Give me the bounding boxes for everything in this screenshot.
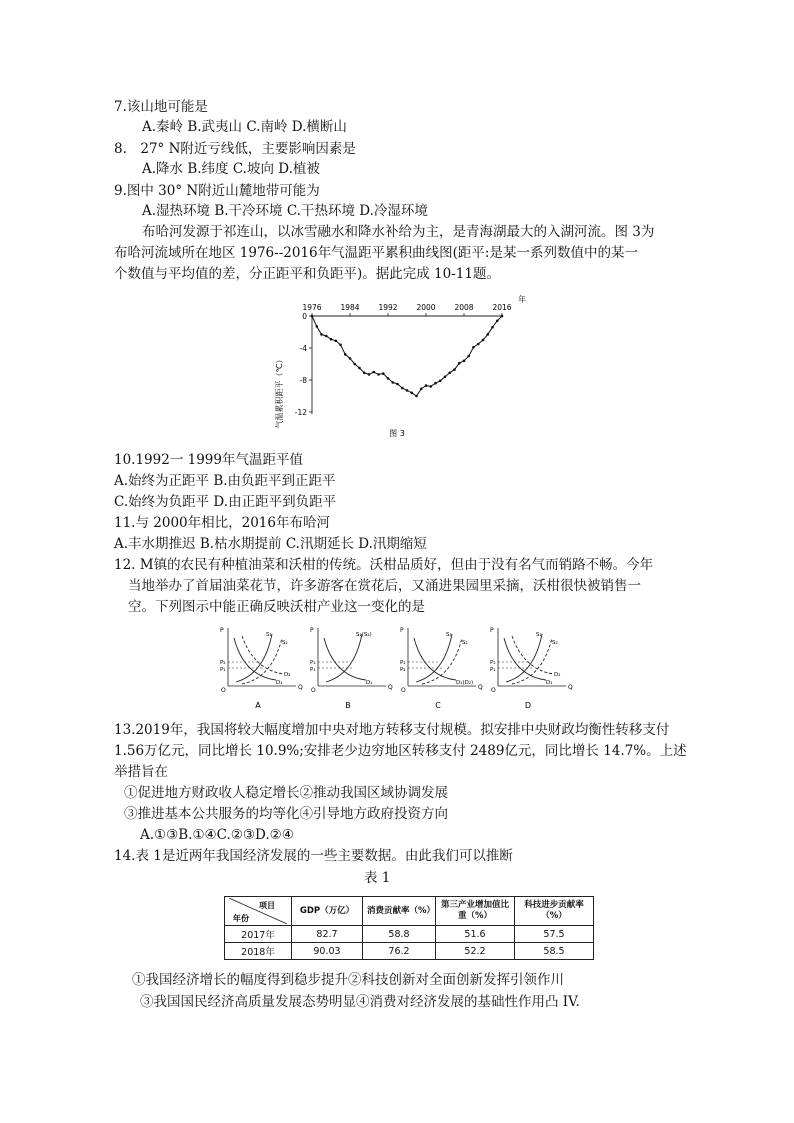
q8-options: A.降水 B.纬度 C.坡向 D.植被	[142, 161, 320, 177]
corner-top: 项目	[259, 901, 275, 910]
supply-label-2: S₂	[462, 640, 468, 646]
q8-stem: 8. 27° N附近亏线低，主要影响因素是	[114, 141, 356, 157]
q13-item-2: ③推进基本公共服务的均等化④引导地方政府投资方向	[124, 806, 448, 822]
demand-label-2: D₂	[284, 672, 291, 678]
p-axis-label: P	[310, 627, 314, 634]
q-axis-label: Q	[298, 684, 303, 691]
data-point	[482, 339, 485, 342]
q13-line-3: 举措旨在	[114, 764, 168, 780]
table-cell: 52.2	[436, 943, 515, 960]
data-point	[363, 372, 366, 375]
graph-A	[220, 627, 303, 710]
table-cell: 58.8	[363, 926, 436, 943]
q12-line-3: 空。下列图示中能正确反映沃柑产业这一变化的是	[128, 599, 425, 615]
price-label-2: P₁	[310, 667, 316, 673]
q10-stem: 10.1992一 1999年气温距平值	[114, 452, 303, 468]
demand-label-1: D₁(D₂)	[456, 680, 474, 686]
table-row	[225, 943, 594, 960]
data-point	[496, 320, 499, 323]
table-cell: 90.03	[292, 943, 363, 960]
data-point	[339, 344, 342, 347]
table-corner-cell	[225, 897, 292, 926]
chart-caption: 图 3	[389, 429, 405, 438]
data-point	[448, 372, 451, 375]
data-point	[396, 383, 399, 386]
supply-label-1: S₁(S₂)	[356, 632, 372, 638]
corner-diagonal	[229, 898, 287, 924]
supply-label-2: S₂	[552, 640, 558, 646]
header-tertiary: 第三产业增加值比重（%）	[436, 897, 515, 926]
header-consumption: 消费贡献率（%）	[363, 897, 436, 926]
demand-label-2: D₂	[554, 672, 561, 678]
x-tick-label: 1976	[302, 303, 322, 312]
data-point	[429, 385, 432, 388]
origin-label: O	[401, 687, 406, 694]
data-point	[368, 373, 371, 376]
passage-line-1: 布哈河发源于祁连山，以冰雪融水和降水补给为主，是青海湖最大的入湖河流。图 3为	[142, 224, 655, 240]
data-point	[463, 360, 466, 363]
y-tick-label: 0	[302, 312, 307, 321]
q9-stem: 9.图中 30° N附近山麓地带可能为	[114, 183, 320, 199]
chart-x-unit: 年	[518, 295, 526, 304]
q11-stem: 11.与 2000年相比，2016年布哈河	[114, 515, 330, 531]
data-point	[444, 376, 447, 379]
graph-option-label: D	[524, 701, 532, 710]
supply-curve-1	[326, 634, 362, 682]
data-point	[315, 325, 318, 328]
data-point	[330, 338, 333, 341]
data-point	[425, 384, 428, 387]
data-point	[353, 363, 356, 366]
q13-line-2: 1.56万亿元，同比增长 10.9%;安排老少边穷地区转移支付 2489亿元，同比增长 14.7%。上述	[114, 743, 687, 759]
data-point	[410, 392, 413, 395]
data-point	[439, 380, 442, 383]
data-point	[325, 335, 328, 338]
corner-bottom: 年份	[233, 914, 249, 923]
q14-stem: 14.表 1是近两年我国经济发展的一些主要数据。由此我们可以推断	[114, 848, 513, 864]
price-label-1: P₁	[400, 660, 406, 666]
data-point	[501, 315, 504, 318]
y-tick-label: -4	[299, 344, 307, 353]
price-label-1: P₂	[490, 660, 496, 666]
supply-curve-1	[506, 634, 542, 682]
supply-demand-graphs	[216, 624, 576, 714]
data-point	[349, 357, 352, 360]
q13-options: A.①③B.①④C.②③D.②④	[140, 827, 294, 843]
supply-label-1: S₁	[446, 632, 452, 638]
price-label-2: P₂	[400, 667, 406, 673]
supply-label-1: S₁	[536, 632, 542, 638]
data-point	[477, 343, 480, 346]
table-cell: 58.5	[515, 943, 594, 960]
q14-item-1: ①我国经济增长的幅度得到稳步提升②科技创新对全面创新发挥引领作川	[132, 972, 564, 988]
p-axis-label: P	[400, 627, 404, 634]
table-cell: 51.6	[436, 926, 515, 943]
table-header-row	[225, 897, 594, 926]
price-label-2: P₁	[220, 667, 226, 673]
table-cell: 2017年	[225, 926, 292, 943]
p-axis-label: P	[220, 627, 224, 634]
supply-curve-1	[236, 634, 272, 682]
data-point	[358, 367, 361, 370]
y-tick-label: -12	[294, 408, 307, 417]
graph-C	[400, 627, 483, 710]
data-point	[434, 382, 437, 385]
data-table	[224, 896, 594, 960]
demand-label-1: D₁	[546, 680, 553, 686]
chart-y-label: 气温累积距平（℃）	[275, 355, 284, 429]
data-point	[406, 389, 409, 392]
data-point	[401, 387, 404, 390]
table-title: 表 1	[364, 870, 391, 886]
q7-options: A.秦岭 B.武夷山 C.南岭 D.横断山	[142, 119, 347, 135]
table-cell: 76.2	[363, 943, 436, 960]
header-gdp: GDP（万亿）	[292, 897, 363, 926]
x-tick-label: 1984	[340, 303, 360, 312]
graph-option-label: A	[255, 701, 261, 710]
passage-line-3: 个数值与平均值的差，分正距平和负距平)。据此完成 10-11题。	[114, 266, 500, 282]
table-cell: 82.7	[292, 926, 363, 943]
graph-B	[310, 627, 393, 710]
data-point	[491, 326, 494, 329]
supply-label-2: S₂	[282, 640, 288, 646]
price-label-2: P₁	[490, 667, 496, 673]
q-axis-label: Q	[568, 684, 573, 691]
data-point	[311, 315, 314, 318]
q14-item-2: ③我国国民经济高质量发展态势明显④消费对经济发展的基础性作用凸 IV.	[140, 994, 580, 1010]
q-axis-label: Q	[388, 684, 393, 691]
x-tick-label: 2000	[416, 303, 436, 312]
q13-item-1: ①促进地方财政收人稳定增长②推动我国区域协调发展	[124, 785, 448, 801]
series-line	[312, 316, 502, 396]
graph-option-label: B	[345, 701, 351, 710]
q12-line-1: 12. M镇的农民有种植油菜和沃柑的传统。沃柑品质好，但由于没有名气而销路不畅。今年	[114, 557, 654, 573]
data-point	[420, 388, 423, 391]
q-axis-label: Q	[478, 684, 483, 691]
q10-options-2: C.始终为负距平 D.由正距平到负距平	[114, 494, 337, 510]
data-point	[387, 377, 390, 380]
demand-label-1: D₁	[366, 680, 373, 686]
q13-line-1: 13.2019年，我国将较大幅度增加中央对地方转移支付规模。拟安排中央财政均衡性转移支付	[114, 722, 670, 738]
q10-options-1: A.始终为正距平 B.由负距平到正距平	[114, 473, 336, 489]
data-point	[415, 395, 418, 398]
data-point	[467, 355, 470, 358]
header-tech: 科技进步贡献率（%）	[515, 897, 594, 926]
table-cell: 57.5	[515, 926, 594, 943]
demand-label-1: D₁	[276, 680, 283, 686]
q9-options: A.湿热环境 B.干冷环境 C.干热环境 D.冷湿环境	[142, 203, 428, 219]
table-cell: 2018年	[225, 943, 292, 960]
data-point	[377, 373, 380, 376]
data-point	[472, 346, 475, 349]
x-tick-label: 2016	[492, 303, 512, 312]
origin-label: O	[311, 687, 316, 694]
q12-line-2: 当地举办了首届油菜花节，许多游客在赏花后，又涌进果园里采摘，沃柑很快被销售一	[128, 578, 641, 594]
q11-options: A.丰水期推迟 B.枯水期提前 C.汛期延长 D.汛期缩短	[114, 536, 427, 552]
price-label-1: P₂	[220, 660, 226, 666]
data-point	[344, 353, 347, 356]
data-point	[458, 362, 461, 365]
origin-label: O	[221, 687, 226, 694]
table-row	[225, 926, 594, 943]
data-point	[382, 372, 385, 375]
passage-line-2: 布哈河流域所在地区 1976--2016年气温距平累积曲线图(距平:是某一系列数值中的某一	[114, 245, 638, 261]
q7-stem: 7.该山地可能是	[114, 99, 208, 115]
temperature-anomaly-chart	[270, 292, 540, 442]
x-tick-label: 1992	[378, 303, 398, 312]
data-point	[391, 381, 394, 384]
graph-option-label: C	[435, 701, 441, 710]
supply-label-1: S₁	[266, 632, 272, 638]
y-tick-label: -8	[299, 376, 307, 385]
supply-curve-1	[416, 634, 452, 682]
data-point	[334, 340, 337, 343]
data-point	[453, 368, 456, 371]
origin-label: O	[491, 687, 496, 694]
price-label-1: P₂	[310, 660, 316, 666]
data-point	[486, 333, 489, 336]
p-axis-label: P	[490, 627, 494, 634]
data-point	[320, 333, 323, 336]
graph-D	[490, 627, 573, 710]
x-tick-label: 2008	[454, 303, 474, 312]
data-point	[372, 371, 375, 374]
